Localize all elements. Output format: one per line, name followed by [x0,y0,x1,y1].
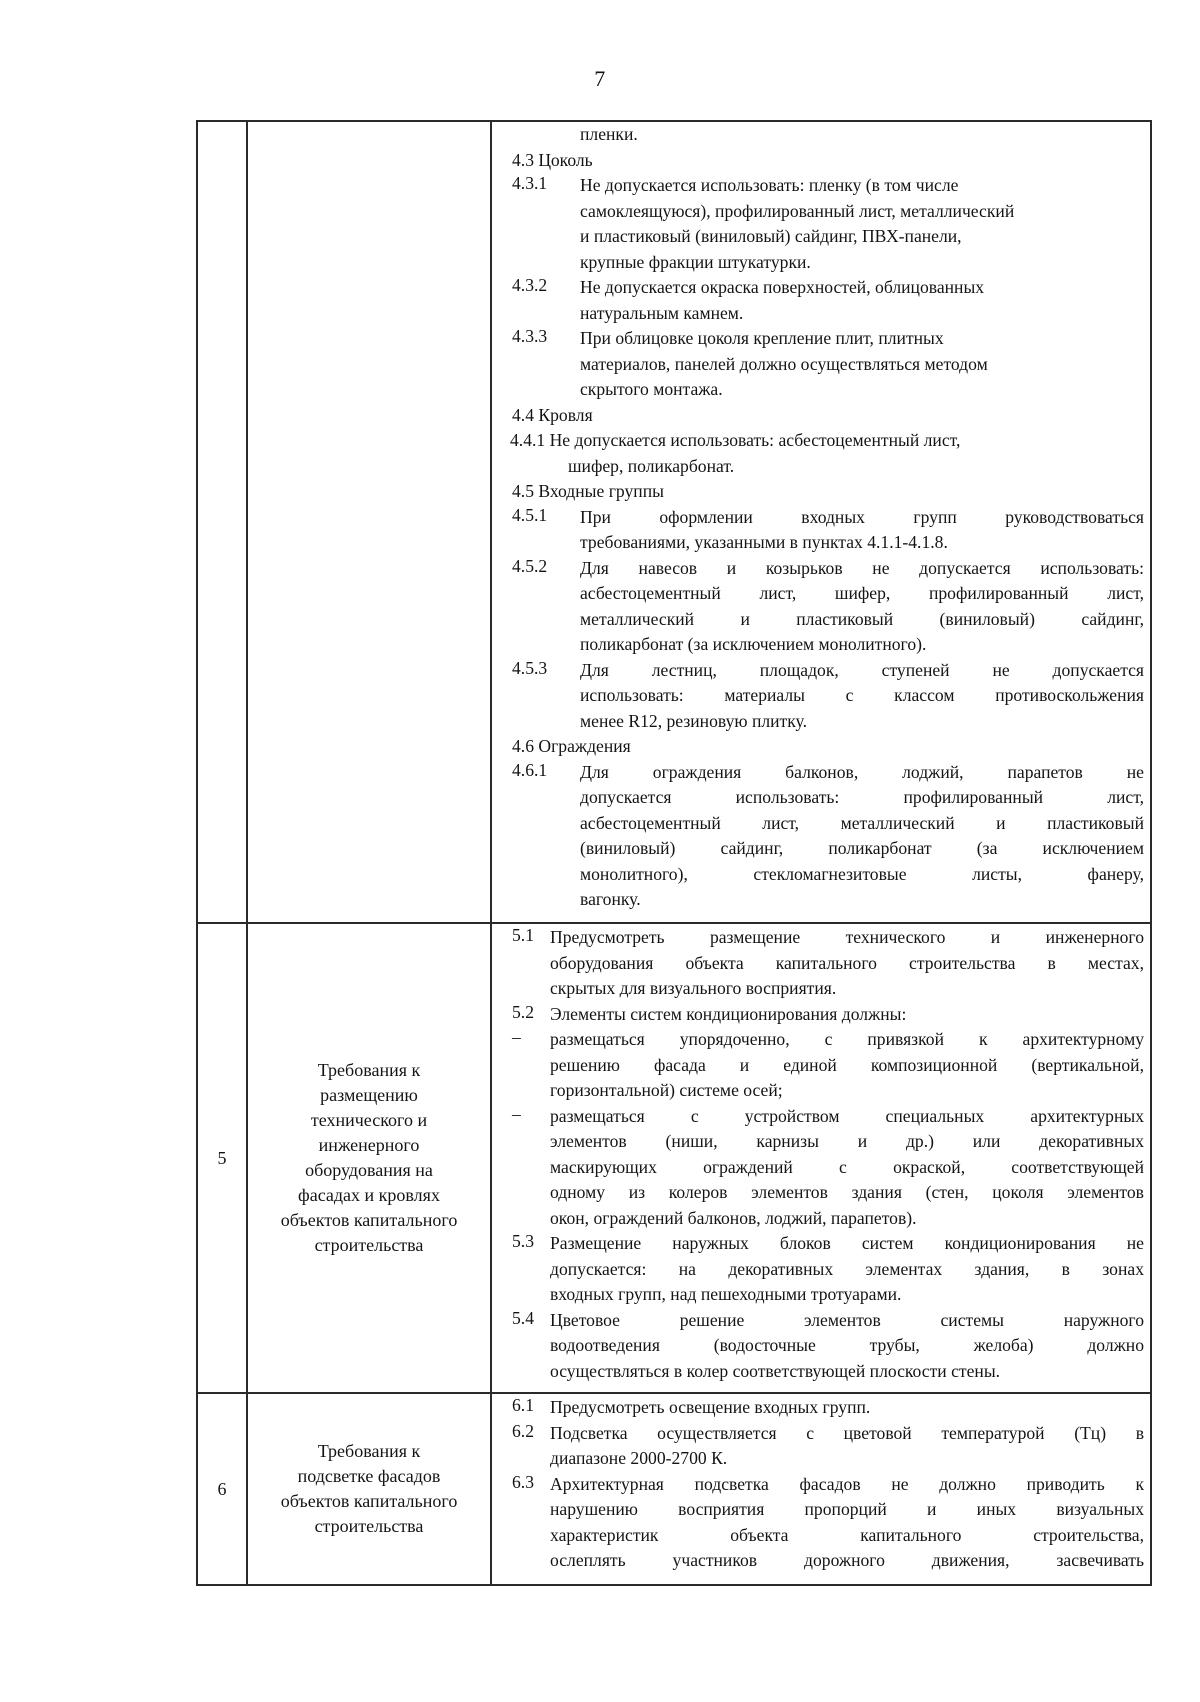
table-bottom-border [196,1584,1152,1586]
text-line: скрытых для визуального восприятия. [550,978,837,998]
requirement-item [500,1421,1152,1472]
text-line: нарушению восприятия пропорций и иных визуальных [550,1499,1144,1519]
requirement-item [500,1308,1152,1385]
text-line: размещаться упорядоченно, с привязкой к архитектурному [550,1029,1144,1049]
text-line: поликарбонат (за исключением монолитного). [580,634,927,654]
requirement-item [500,556,1152,658]
requirement-item [500,1395,1152,1421]
title-line: размещению [320,1085,418,1105]
requirement-item [500,454,1152,480]
text-line: горизонтальной) системе осей; [550,1080,783,1100]
text-line: крупные фракции штукатурки. [580,251,811,272]
item-number: 6.2 [512,1420,534,1441]
item-number: 6.1 [512,1395,534,1415]
text-line: материалов, панелей должно осуществляться методом [580,353,988,374]
text-line: допускается: на декоративных элементах здания, в зонах [550,1258,1144,1279]
text-line: и пластиковый (виниловый) сайдинг, ПВХ-панели, [580,226,962,246]
item-number: 4.5.2 [512,555,548,576]
requirement-item [500,1027,1152,1104]
text-line: характеристик объекта капитального строительства, [550,1524,1144,1545]
item-number: 5.3 [512,1231,534,1251]
text-line: Подсветка осуществляется с цветовой температурой (Тц) в [550,1422,1144,1443]
row-title-text [281,1439,458,1539]
title-line: инженерного [318,1135,420,1155]
row-number [198,122,246,922]
text-line: скрытого монтажа. [580,379,723,399]
requirement-item [500,122,1152,148]
text-line: Для лестниц, площадок, ступеней не допускается [580,659,1144,680]
text-line: асбестоцементный лист, металлический и пластиковый [580,812,1144,833]
text-line: 4.4 Кровля [512,404,593,425]
text-line: одному из колеров элементов здания (стен, цоколя элементов [550,1182,1144,1202]
text-line: 4.3 Цоколь [512,149,593,170]
title-line: объектов капитального [280,1210,458,1230]
text-line: 4.4.1 Не допускается использовать: асбестоцементный лист, [510,430,961,450]
text-line: Элементы систем кондиционирования должны: [550,1003,907,1024]
requirement-item [500,403,1152,429]
requirement-item [500,148,1152,174]
text-line: монолитного), стекломагнезитовые листы, фанеру, [580,863,1144,884]
text-line: размещаться с устройством специальных архитектурных [550,1105,1144,1126]
text-line: элементов (ниши, карнизы и др.) или декоративных [550,1131,1144,1151]
text-line: 4.6 Ограждения [512,736,631,756]
item-number: – [512,1103,521,1124]
page-number: 7 [594,66,606,91]
col-divider-2 [490,120,492,1586]
row-content [500,122,1152,913]
text-line: При оформлении входных групп руководствоваться [580,506,1144,527]
text-line: самоклеящуюся), профилированный лист, металлический [580,200,1015,221]
title-line: технического и [310,1110,428,1130]
row-title [248,1394,490,1584]
row-content [500,925,1152,1384]
text-line: осуществляться в колер соответствующей плоскости стены. [550,1360,1001,1381]
text-line: натуральным камнем. [580,302,744,323]
item-number: 5.4 [512,1307,534,1328]
requirement-item [500,505,1152,556]
item-number: 4.3.1 [512,173,548,193]
item-number: 4.5.3 [512,657,548,678]
requirement-item [500,1002,1152,1028]
text-line: Размещение наружных блоков систем кондиционирования не [550,1233,1144,1253]
requirement-item [500,428,1152,454]
text-line: Не допускается использовать: пленку (в том числе [580,175,959,195]
requirement-item [500,1231,1152,1308]
text-line: оборудования объекта капитального строительства в местах, [550,952,1144,973]
row-content [500,1395,1152,1574]
requirement-item [500,760,1152,913]
item-number: 6.3 [512,1471,534,1492]
title-line: подсветке фасадов [297,1466,441,1486]
item-number: – [512,1027,521,1047]
item-number: 4.5.1 [512,504,548,525]
row-number: 5 [217,1147,227,1168]
text-line: менее R12, резиновую плитку. [580,710,807,731]
text-line: Предусмотреть освещение входных групп. [550,1397,871,1417]
title-line: строительства [314,1516,424,1536]
text-line: пленки. [580,124,638,144]
text-line: асбестоцементный лист, шифер, профилированный лист, [580,583,1144,603]
text-line: шифер, поликарбонат. [568,455,735,476]
requirement-item [500,1472,1152,1574]
text-line: При облицовке цоколя крепление плит, плитных [580,328,944,348]
text-line: 4.5 Входные группы [512,481,664,501]
text-line: допускается использовать: профилированный лист, [580,787,1144,807]
requirement-item [500,173,1152,275]
text-line: окон, ограждений балконов, лоджий, парапетов). [550,1207,917,1228]
row-number: 6 [217,1478,227,1499]
row-title [248,122,490,922]
text-line: ослеплять участников дорожного движения, засвечивать [550,1550,1144,1570]
requirement-item [500,734,1152,760]
text-line: требованиями, указанными в пунктах 4.1.1-4.1.8. [580,532,948,552]
text-line: диапазоне 2000-2700 К. [550,1448,728,1468]
requirement-item [500,925,1152,1002]
text-line: (виниловый) сайдинг, поликарбонат (за исключением [580,838,1144,858]
requirement-item [500,326,1152,403]
text-line: водоотведения (водосточные трубы, желоба) должно [550,1335,1144,1355]
requirement-item [500,1104,1152,1232]
title-line: строительства [314,1235,424,1255]
item-number: 4.6.1 [512,759,548,780]
text-line: использовать: материалы с классом противоскольжения [580,685,1144,705]
text-line: Для ограждения балконов, лоджий, парапетов не [580,761,1144,782]
text-line: Архитектурная подсветка фасадов не должно приводить к [550,1473,1144,1494]
requirement-item [500,479,1152,505]
title-line: фасадах и кровлях [298,1185,440,1205]
text-line: вагонку. [580,889,641,909]
title-line: Требования к [317,1441,421,1461]
requirement-item [500,275,1152,326]
title-line: оборудования на [305,1160,433,1180]
requirement-item [500,658,1152,735]
text-line: Цветовое решение элементов системы наружного [550,1309,1144,1330]
title-line: Требования к [317,1060,421,1080]
item-number: 4.3.3 [512,326,548,346]
item-number: 5.1 [512,925,534,945]
row-title-text [281,1058,458,1258]
title-line: объектов капитального [280,1491,458,1511]
text-line: металлический и пластиковый (виниловый) сайдинг, [580,608,1144,629]
text-line: входных групп, над пешеходными тротуарами. [550,1284,902,1304]
text-line: решению фасада и единой композиционной (вертикальной, [550,1054,1144,1075]
row-title [248,924,490,1392]
text-line: Для навесов и козырьков не допускается использовать: [580,557,1144,578]
text-line: Предусмотреть размещение технического и инженерного [550,927,1144,947]
item-number: 5.2 [512,1001,534,1022]
text-line: маскирующих ограждений с окраской, соответствующей [550,1156,1144,1177]
text-line: Не допускается окраска поверхностей, облицованных [580,277,985,297]
item-number: 4.3.2 [512,275,548,295]
